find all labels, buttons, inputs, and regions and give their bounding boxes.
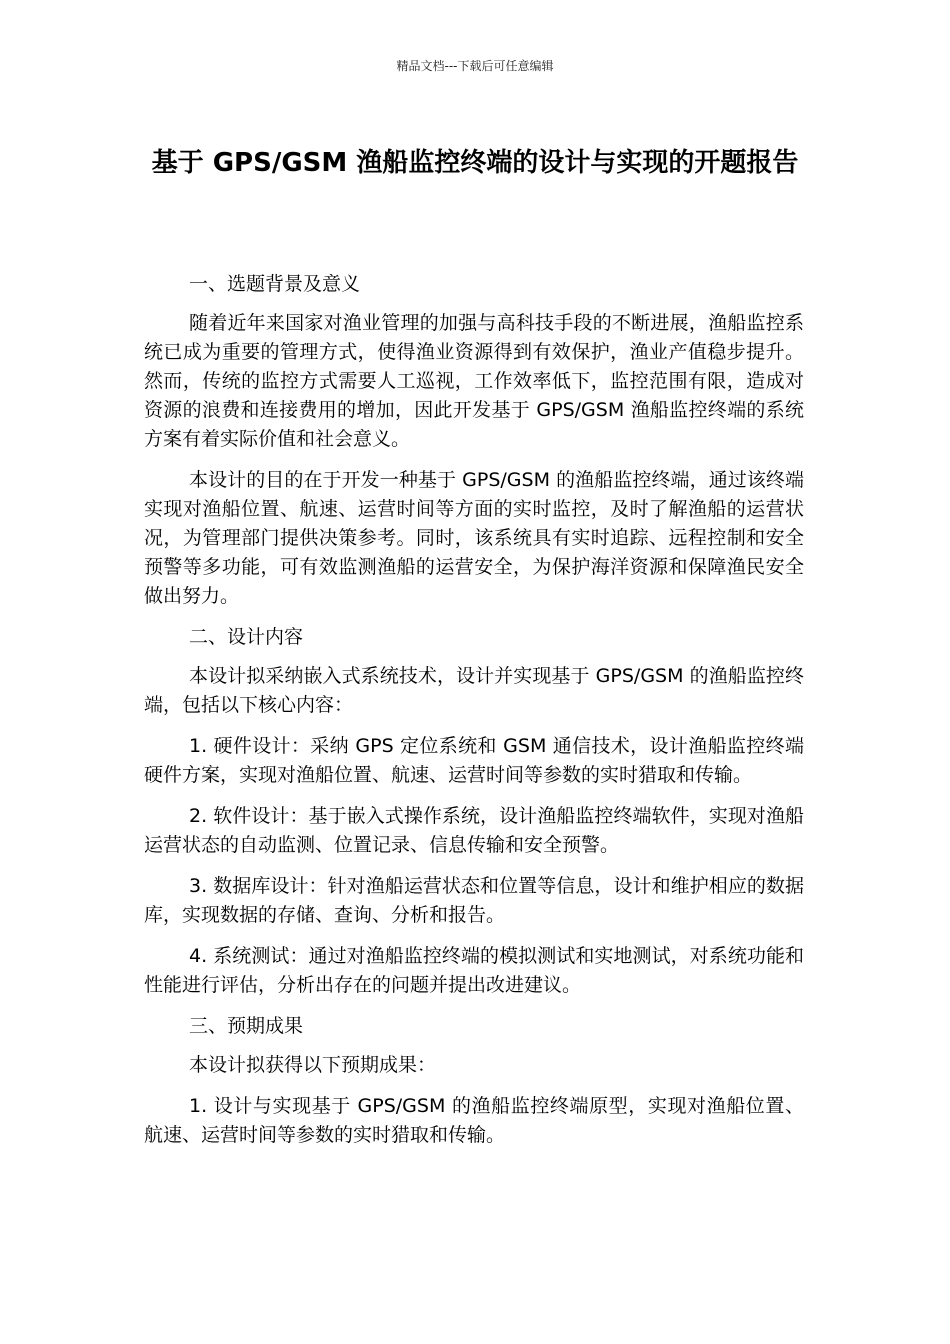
section-heading-design-content: 二、设计内容 bbox=[189, 626, 304, 648]
paragraph-results-intro: 本设计拟获得以下预期成果： bbox=[189, 1054, 437, 1076]
paragraph-purpose: 本设计的目的在于开发一种基于 GPS/GSM 的渔船监控终端，通过该终端实现对渔船位置、航速、运营时间等方面的实时监控，及时了解渔船的运营状况，为管理部门提供决策参考。同时，该系统具有实时追踪、远程控制和安全预警等多功能，可有效监测渔船的运营安全，为保护海洋资源和保障渔民安全做出努力。 bbox=[144, 469, 804, 607]
list-item-hardware: 1. 硬件设计：采纳 GPS 定位系统和 GSM 通信技术，设计渔船监控终端硬件方案，实现对渔船位置、航速、运营时间等参数的实时猎取和传输。 bbox=[144, 735, 804, 786]
section-heading-expected-results: 三、预期成果 bbox=[189, 1015, 304, 1037]
header-note: 精品文档---下载后可任意编辑 bbox=[396, 59, 554, 73]
paragraph-background: 随着近年来国家对渔业管理的加强与高科技手段的不断进展，渔船监控系统已成为重要的管理方式，使得渔业资源得到有效保护，渔业产值稳步提升。然而，传统的监控方式需要人工巡视，工作效率低下，监控范围有限，造成对资源的浪费和连接费用的增加，因此开发基于 GPS/GSM 渔船监控终端的系统方案有着实际价值和社会意义。 bbox=[144, 312, 804, 450]
paragraph-design-intro: 本设计拟采纳嵌入式系统技术，设计并实现基于 GPS/GSM 的渔船监控终端，包括以下核心内容： bbox=[144, 665, 804, 716]
section-heading-background: 一、选题背景及意义 bbox=[189, 273, 361, 295]
list-item-software: 2. 软件设计：基于嵌入式操作系统，设计渔船监控终端软件，实现对渔船运营状态的自动监测、位置记录、信息传输和安全预警。 bbox=[144, 805, 804, 856]
document-body bbox=[144, 270, 804, 1162]
list-item-database: 3. 数据库设计：针对渔船运营状态和位置等信息，设计和维护相应的数据库，实现数据的存储、查询、分析和报告。 bbox=[144, 875, 804, 926]
list-item-testing: 4. 系统测试：通过对渔船监控终端的模拟测试和实地测试，对系统功能和性能进行评估，分析出存在的问题并提出改进建议。 bbox=[144, 945, 804, 996]
document-title: 基于 GPS/GSM 渔船监控终端的设计与实现的开题报告 bbox=[151, 148, 799, 178]
list-item-result-1: 1. 设计与实现基于 GPS/GSM 的渔船监控终端原型，实现对渔船位置、航速、运营时间等参数的实时猎取和传输。 bbox=[144, 1095, 804, 1146]
